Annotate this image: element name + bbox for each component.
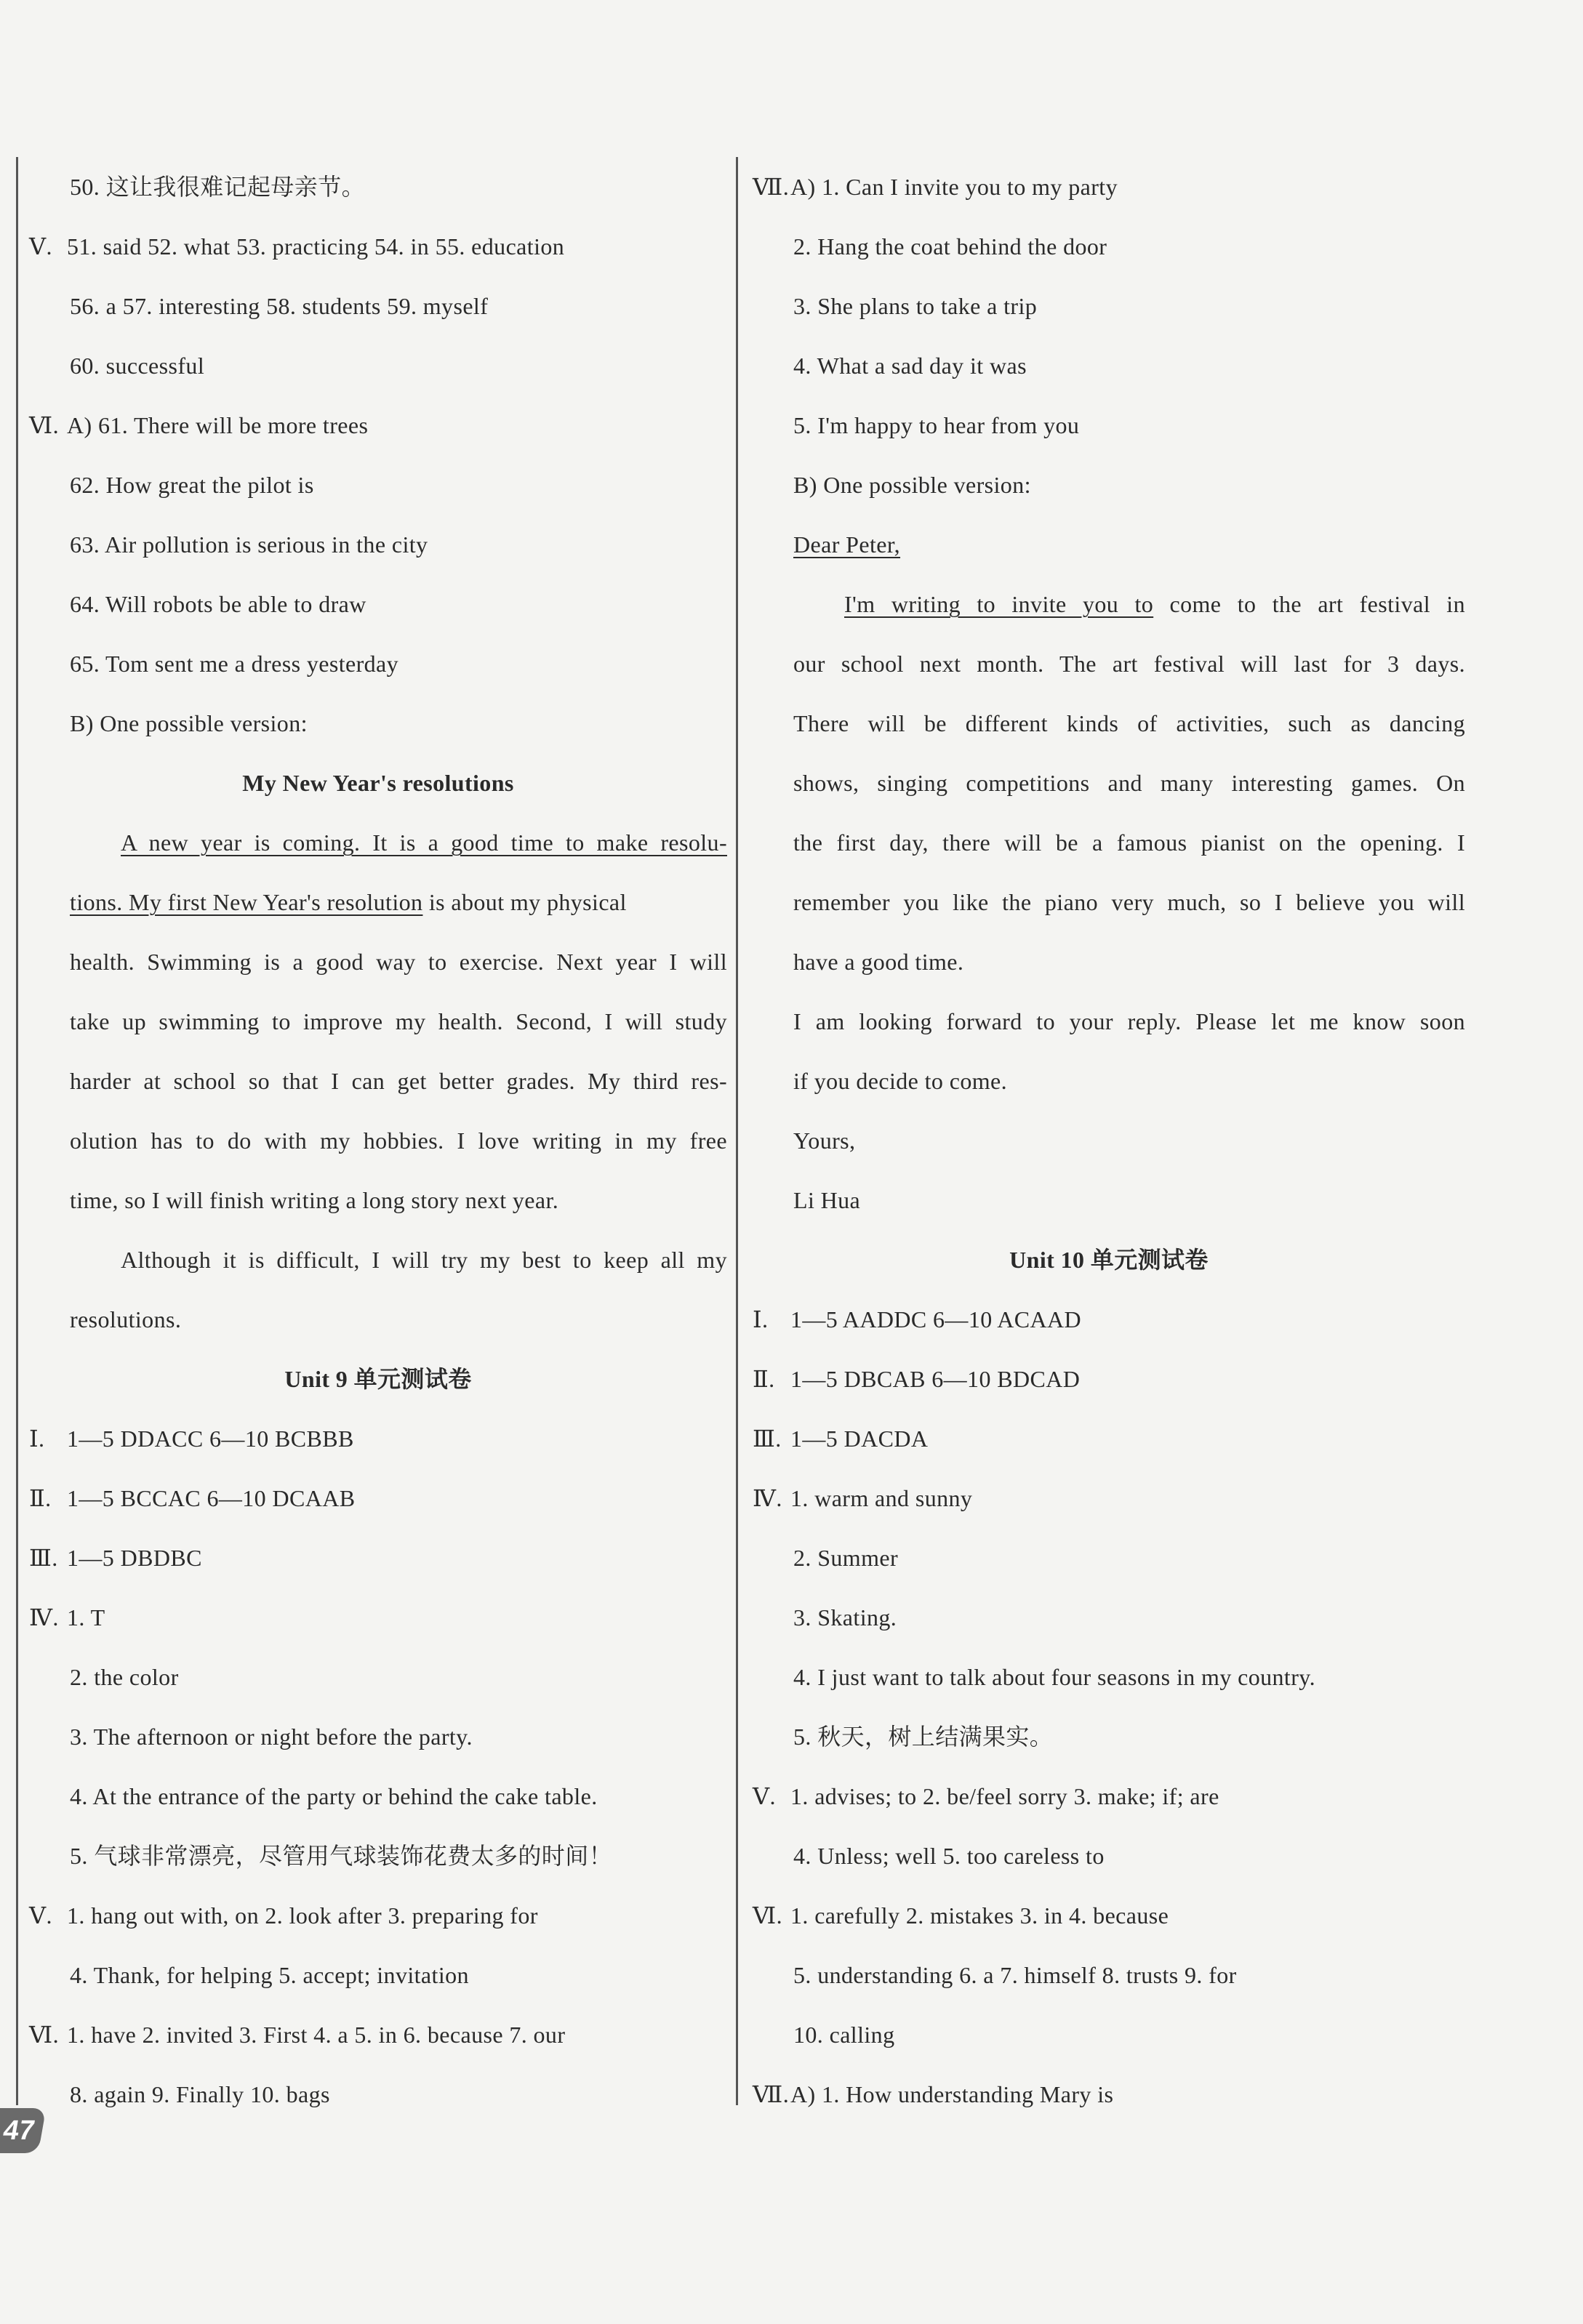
u10-section-iii [753,1409,1465,1468]
section-number: Ⅵ. [29,2022,59,2048]
answer-text: 1—5 AADDC 6—10 ACAAD [790,1306,1082,1332]
section-number: Ⅳ. [29,1604,59,1631]
u9-section-iv [29,1588,727,1647]
u10-section-vi [753,1886,1465,1945]
section-number: Ⅶ. [753,2081,790,2107]
answer-text: 1. warm and sunny [790,1485,973,1511]
answer-text: 1. advises; to 2. be/feel sorry 3. make; if; are [790,1783,1219,1809]
essay-line: Although it is difficult, I will try my best to keep all my [121,1247,727,1273]
answer-text: 1. carefully 2. mistakes 3. in 4. because [790,1902,1169,1929]
underlined-text: A new year is coming. It is a good time to make resolu- [121,829,727,856]
u9-section-ii [29,1468,727,1528]
letter-closing: Yours, [793,1127,856,1154]
letter-line: remember you like the piano very much, so I believe you will [793,889,1465,915]
u10-section-iv [753,1468,1465,1528]
letter-line [753,574,1465,634]
answer-text: A) 1. How understanding Mary is [790,2081,1114,2107]
answer-line: 63. Air pollution is serious in the city [70,531,428,558]
section-vi-line-1 [29,395,727,455]
section-v-line-1 [29,217,727,276]
section-number: Ⅰ. [29,1426,45,1452]
answer-text: 1—5 DDACC 6—10 BCBBB [67,1426,354,1452]
section-number: Ⅳ. [753,1485,782,1511]
essay-text: is about my physical [422,889,627,915]
answer-line: 4. What a sad day it was [793,353,1027,379]
answer-line: 5. I'm happy to hear from you [793,412,1080,438]
u9-section-iii [29,1528,727,1588]
unit10-title: Unit 10 单元测试卷 [1009,1247,1209,1273]
answer-line: 2. Hang the coat behind the door [793,233,1107,260]
section-number: Ⅱ. [29,1485,52,1511]
answer-line: 4. Unless; well 5. too careless to [793,1843,1105,1869]
essay-line [29,872,727,932]
answer-line: 56. a 57. interesting 58. students 59. myself [70,293,489,319]
essay-line [29,813,727,872]
left-margin-rule [16,157,18,2105]
answer-line: 62. How great the pilot is [70,472,314,498]
essay-line: resolutions. [70,1306,182,1332]
answer-line: 4. I just want to talk about four seasons in my country. [793,1664,1315,1690]
answer-text: 1. hang out with, on 2. look after 3. preparing for [67,1902,538,1929]
u9-section-v [29,1886,727,1945]
answer-line: B) One possible version: [793,472,1031,498]
section-number: Ⅵ. [29,412,59,438]
letter-line: our school next month. The art festival will last for 3 days. [793,651,1465,677]
letter-greeting [753,515,1465,574]
section-number: Ⅵ. [753,1902,782,1929]
answer-text: A) 1. Can I invite you to my party [790,174,1118,200]
u9-section-vi [29,2005,727,2064]
answer-text: 1—5 DBDBC [67,1545,202,1571]
section-number: Ⅲ. [29,1545,58,1571]
u10-section-v [753,1766,1465,1826]
answer-line: 3. She plans to take a trip [793,293,1038,319]
answer-line: 2. Summer [793,1545,899,1571]
answer-line: 4. At the entrance of the party or behind the cake table. [70,1783,598,1809]
answer-line: 5. 气球非常漂亮，尽管用气球装饰花费太多的时间！ [70,1843,613,1869]
answer-text: 1. T [67,1604,105,1631]
section-number: Ⅲ. [753,1426,782,1452]
essay-line: take up swimming to improve my health. Second, I will study [70,1008,727,1034]
answer-line: 3. The afternoon or night before the party. [70,1724,473,1750]
letter-line: shows, singing competitions and many interesting games. On [793,770,1465,796]
answer-line: 4. Thank, for helping 5. accept; invitation [70,1962,469,1988]
underlined-text: I'm writing to invite you to [844,591,1154,617]
section-number: Ⅶ. [753,174,790,200]
essay-line: health. Swimming is a good way to exercise. Next year I will [70,949,727,975]
answer-line: 65. Tom sent me a dress yesterday [70,651,399,677]
unit9-title: Unit 9 单元测试卷 [284,1366,472,1392]
center-column-rule [736,157,738,2105]
answer-line: 3. Skating. [793,1604,897,1631]
answer-text: 51. said 52. what 53. practicing 54. in 55. education [67,233,565,260]
letter-line: There will be different kinds of activities, such as dancing [793,710,1465,736]
u10-section-i [753,1290,1465,1349]
answer-line: 5. understanding 6. a 7. himself 8. trusts 9. for [793,1962,1237,1988]
left-column [29,157,727,2124]
section-number: Ⅱ. [753,1366,775,1392]
answer-line: 10. calling [793,2022,895,2048]
answer-line: 60. successful [70,353,205,379]
u10-section-ii [753,1349,1465,1409]
answer-line: 2. the color [70,1664,179,1690]
section-number: Ⅴ. [753,1783,776,1809]
underlined-text: Dear Peter, [793,531,901,558]
letter-line: the first day, there will be a famous pianist on the opening. I [793,829,1465,856]
u10-section-vii [753,2064,1465,2124]
answer-text: 1—5 BCCAC 6—10 DCAAB [67,1485,356,1511]
letter-signature: Li Hua [793,1187,861,1213]
letter-text: come to the art festival in [1153,591,1465,617]
u9-section-i [29,1409,727,1468]
letter-line: have a good time. [793,949,964,975]
essay-line: olution has to do with my hobbies. I love writing in my free [70,1127,727,1154]
answer-line: 64. Will robots be able to draw [70,591,366,617]
right-column [753,157,1465,2124]
answer-line: 8. again 9. Finally 10. bags [70,2081,330,2107]
essay-line: time, so I will finish writing a long story next year. [70,1187,559,1213]
answer-line: 5. 秋天，树上结满果实。 [793,1724,1054,1750]
answer-text: A) 61. There will be more trees [67,412,369,438]
letter-line: I am looking forward to your reply. Please let me know soon [793,1008,1465,1034]
section-number: Ⅴ. [29,1902,52,1929]
letter-line: if you decide to come. [793,1068,1008,1094]
section-number: Ⅴ. [29,233,52,260]
answer-text: 1—5 DBCAB 6—10 BDCAD [790,1366,1081,1392]
essay-title: My New Year's resolutions [242,770,514,796]
section-number: Ⅰ. [753,1306,769,1332]
answer-text: 1—5 DACDA [790,1426,929,1452]
answer-text: 1. have 2. invited 3. First 4. a 5. in 6. because 7. our [67,2022,566,2048]
page-number-badge: 47 [0,2108,46,2153]
essay-line: harder at school so that I can get better grades. My third res- [70,1068,727,1094]
underlined-text: tions. My first New Year's resolution [70,889,423,915]
answer-line: 50. 这让我很难记起母亲节。 [70,174,366,200]
section-vii-line-1 [753,157,1465,217]
answer-line: B) One possible version: [70,710,308,736]
